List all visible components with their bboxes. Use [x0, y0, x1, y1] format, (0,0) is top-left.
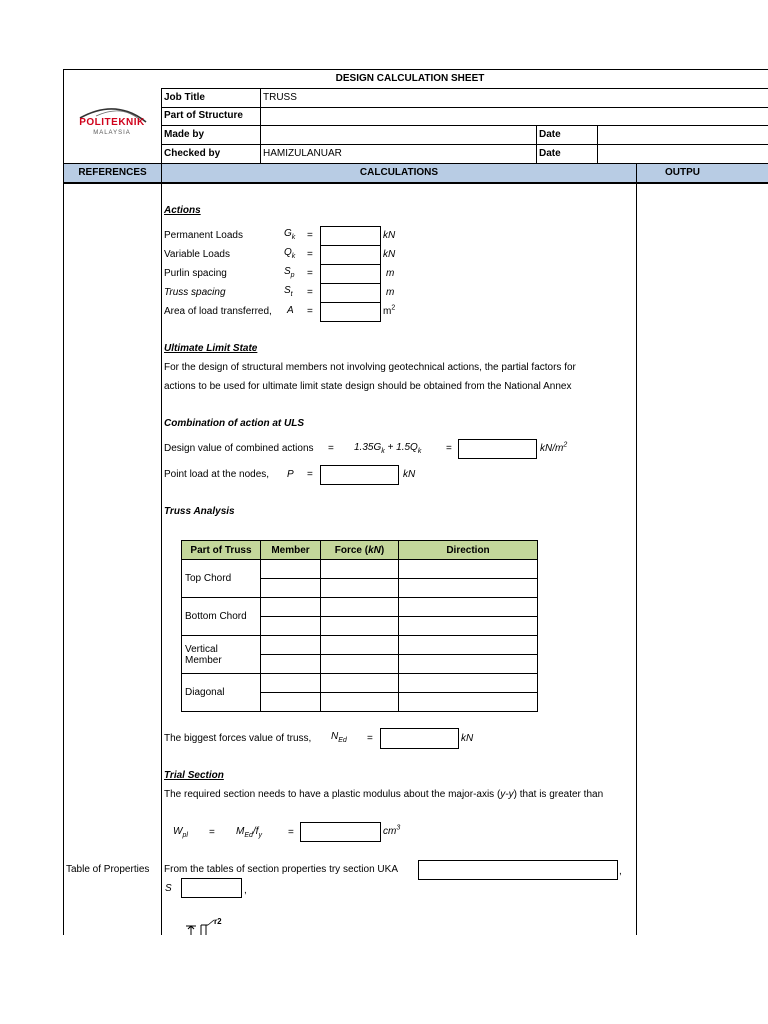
cell-force[interactable] [321, 655, 399, 674]
uls-line-1: For the design of structural members not involving geotechnical actions, the partial factors for [164, 362, 576, 373]
design-value-formula [354, 442, 421, 454]
wpl-unit-sup: 3 [396, 824, 401, 832]
section-comma: , [619, 866, 622, 877]
politeknik-logo [66, 100, 158, 144]
purlin-spacing-label: Purlin spacing [164, 268, 227, 279]
col-part-of-truss: Part of Truss [182, 541, 261, 560]
section-input[interactable] [418, 860, 618, 880]
truss-spacing-symbol-sub: t [290, 291, 293, 298]
wpl-main: W [173, 826, 183, 837]
made-by-date-label: Date [539, 129, 561, 140]
cell-direction[interactable] [399, 693, 538, 712]
cell-direction[interactable] [399, 598, 538, 617]
header-rule-3 [161, 125, 768, 126]
biggest-force-symbol-main: N [331, 731, 339, 742]
biggest-force-input[interactable] [380, 728, 459, 749]
area-input[interactable] [320, 302, 381, 322]
area-label: Area of load transferred, [164, 306, 272, 317]
logo-name: POLITEKNIK [79, 117, 145, 128]
section-sketch-icon [184, 916, 244, 935]
references-column-divider [161, 163, 162, 935]
job-title-value: TRUSS [263, 92, 297, 103]
permanent-loads-symbol-sub: k [291, 234, 296, 241]
cell-force[interactable] [321, 560, 399, 579]
wpl-eq1: = [209, 827, 215, 838]
permanent-loads-input[interactable] [320, 226, 381, 246]
point-load-symbol: P [287, 469, 294, 480]
design-value-label: Design value of combined actions [164, 443, 314, 454]
design-value-eq1: = [328, 443, 334, 454]
s-comma: , [244, 885, 247, 896]
permanent-loads-eq: = [307, 230, 313, 241]
permanent-loads-label: Permanent Loads [164, 230, 243, 241]
purlin-spacing-symbol-sub: p [290, 272, 295, 279]
purlin-spacing-symbol-main: S [284, 266, 291, 277]
cell-direction[interactable] [399, 579, 538, 598]
checked-by-value: HAMIZULANUAR [263, 148, 342, 159]
variable-loads-eq: = [307, 249, 313, 260]
design-unit-main: kN/m [540, 443, 564, 454]
table-row [182, 674, 538, 693]
calculations-header: CALCULATIONS [359, 167, 439, 178]
wpl-formula-fy: /f [252, 826, 259, 837]
uls-heading: Ultimate Limit State [164, 343, 258, 354]
part-diagonal: Diagonal [182, 674, 261, 712]
table-row [182, 636, 538, 655]
area-eq: = [307, 306, 313, 317]
header-divider-date [536, 125, 537, 163]
output-band [637, 164, 768, 182]
biggest-force-symbol-sub: Ed [338, 737, 347, 744]
header-rule-2 [161, 107, 768, 108]
wpl-symbol [173, 826, 188, 838]
biggest-force-symbol [331, 731, 347, 743]
col-direction: Direction [399, 541, 538, 560]
wpl-formula-m: M [236, 826, 245, 837]
trial-section-heading: Trial Section [164, 770, 224, 781]
formula-part-a: 1.35G [354, 442, 382, 453]
cell-direction[interactable] [399, 617, 538, 636]
uls-line-2: actions to be used for ultimate limit state design should be obtained from the National Annex [164, 381, 572, 392]
cell-direction[interactable] [399, 655, 538, 674]
point-load-eq: = [307, 469, 313, 480]
variable-loads-symbol-main: Q [284, 247, 292, 258]
checked-by-date-label: Date [539, 148, 561, 159]
variable-loads-input[interactable] [320, 245, 381, 265]
trial-text-axis: y-y [500, 789, 514, 800]
permanent-loads-unit: kN [383, 230, 396, 241]
actions-heading: Actions [164, 205, 201, 216]
header-rule-4 [161, 144, 768, 145]
s-label: S [165, 883, 172, 894]
cell-direction[interactable] [399, 674, 538, 693]
wpl-eq2: = [288, 827, 294, 838]
wpl-formula [236, 826, 262, 838]
point-load-input[interactable] [320, 465, 399, 485]
purlin-spacing-symbol [284, 266, 295, 278]
biggest-force-unit: kN [461, 733, 474, 744]
trial-section-text [164, 789, 603, 801]
checked-by-label: Checked by [164, 148, 221, 159]
cell-member[interactable] [261, 636, 321, 655]
sheet-title: DESIGN CALCULATION SHEET [335, 73, 485, 84]
cell-force[interactable] [321, 693, 399, 712]
cell-force[interactable] [321, 617, 399, 636]
col-force [321, 541, 399, 560]
purlin-spacing-input[interactable] [320, 264, 381, 284]
truss-force-table [181, 540, 538, 712]
output-column-divider [636, 163, 637, 935]
table-row [182, 560, 538, 579]
permanent-loads-symbol [284, 228, 295, 240]
trial-text-b: ) that is greater than [513, 789, 604, 800]
formula-part-b-sub: k [417, 448, 422, 455]
wpl-unit-main: cm [383, 826, 397, 837]
purlin-spacing-eq: = [307, 268, 313, 279]
cell-force[interactable] [321, 636, 399, 655]
header-divider-values [260, 88, 261, 163]
variable-loads-symbol [284, 247, 295, 259]
area-symbol: A [287, 305, 294, 316]
col-force-suffix: ) [380, 544, 385, 556]
wpl-formula-m-sub: Ed [244, 832, 253, 839]
cell-member[interactable] [261, 655, 321, 674]
header-rule-1 [161, 88, 768, 89]
cell-force[interactable] [321, 579, 399, 598]
cell-force[interactable] [321, 674, 399, 693]
dimension-r2-label: r2 [214, 917, 222, 926]
variable-loads-symbol-sub: k [291, 253, 296, 260]
area-unit [383, 306, 395, 318]
sheet-top-border [63, 69, 768, 70]
job-title-label: Job Title [164, 92, 205, 103]
wpl-formula-fy-sub: y [258, 832, 262, 839]
logo-sub: MALAYSIA [93, 130, 131, 136]
made-by-label: Made by [164, 129, 205, 140]
area-unit-main: m [383, 306, 392, 317]
cell-member[interactable] [261, 560, 321, 579]
band-bottom-rule [63, 182, 768, 184]
cell-direction[interactable] [399, 636, 538, 655]
variable-loads-label: Variable Loads [164, 249, 230, 260]
truss-spacing-unit: m [386, 287, 395, 298]
table-row [182, 598, 538, 617]
wpl-unit [383, 826, 400, 838]
trial-text-a: The required section needs to have a plastic modulus about the major-axis ( [164, 789, 501, 800]
truss-analysis-heading: Truss Analysis [164, 506, 235, 517]
col-member: Member [261, 541, 321, 560]
table-of-properties-reference: Table of Properties [66, 864, 150, 875]
header-divider-date-value [597, 125, 598, 163]
cell-member[interactable] [261, 598, 321, 617]
biggest-force-eq: = [367, 733, 373, 744]
formula-part-b: + 1.5Q [384, 442, 418, 453]
design-value-eq2: = [446, 443, 452, 454]
wpl-sub: pl [182, 832, 188, 839]
part-bottom-chord: Bottom Chord [182, 598, 261, 636]
sheet-left-border [63, 69, 64, 935]
cell-member[interactable] [261, 693, 321, 712]
part-top-chord: Top Chord [182, 560, 261, 598]
cell-direction[interactable] [399, 560, 538, 579]
point-load-label: Point load at the nodes, [164, 469, 270, 480]
truss-spacing-input[interactable] [320, 283, 381, 303]
try-section-text: From the tables of section properties try section UKA [164, 864, 398, 875]
truss-spacing-symbol [284, 285, 293, 297]
truss-spacing-eq: = [307, 287, 313, 298]
part-vertical-member: Vertical Member [182, 636, 261, 674]
header-divider-left [161, 88, 162, 163]
design-value-input[interactable] [458, 439, 537, 459]
s-input[interactable] [181, 878, 242, 898]
col-force-prefix: Force ( [334, 544, 369, 556]
col-force-unit: kN [368, 544, 381, 556]
cell-member[interactable] [261, 579, 321, 598]
point-load-unit: kN [403, 469, 416, 480]
truss-spacing-symbol-main: S [284, 285, 291, 296]
combination-heading: Combination of action at ULS [164, 418, 304, 429]
part-of-structure-label: Part of Structure [164, 110, 243, 121]
references-header: REFERENCES [78, 167, 147, 178]
output-header: OUTPU [665, 167, 700, 178]
design-unit-sup: 2 [563, 441, 568, 449]
cell-force[interactable] [321, 598, 399, 617]
variable-loads-unit: kN [383, 249, 396, 260]
biggest-force-label: The biggest forces value of truss, [164, 733, 312, 744]
cell-member[interactable] [261, 617, 321, 636]
truss-spacing-label: Truss spacing [164, 287, 226, 298]
wpl-input[interactable] [300, 822, 381, 842]
permanent-loads-symbol-main: G [284, 228, 292, 239]
area-unit-sup: 2 [391, 304, 396, 312]
formula-part-a-sub: k [381, 448, 385, 455]
purlin-spacing-unit: m [386, 268, 395, 279]
design-value-unit [540, 443, 567, 455]
cell-member[interactable] [261, 674, 321, 693]
